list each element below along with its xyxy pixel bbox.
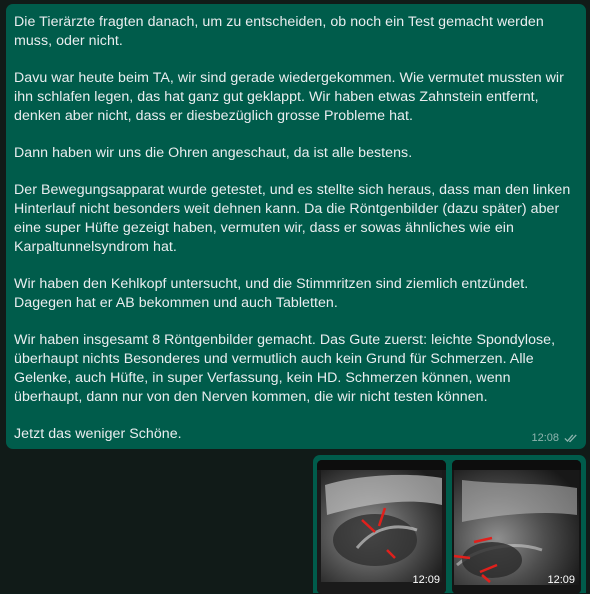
image-meta: [547, 574, 575, 586]
message-paragraph: Die Tierärzte fragten danach, um zu entscheiden, ob noch ein Test gemacht werden muss, oder nicht.: [14, 14, 544, 49]
double-check-icon: [564, 433, 578, 443]
message-paragraph: Der Bewegungsapparat wurde getestet, und es stellte sich heraus, dass man den linken Hinterlauf nicht besonders weit dehnen kann. Da die Röntgenbilder (dazu später) aber eine super Hüfte gezeigt haben, vermuten wir, dass er sowas ähnliches wie ein Karpaltunnelsyndrom hat.: [14, 182, 571, 255]
message-time: 12:08: [531, 432, 559, 444]
message-paragraph: Davu war heute beim TA, wir sind gerade wiedergekommen. Wie vermutet mussten wir ihn schlafen legen, das hat ganz gut geklappt. Wir haben etwas Zahnstein entfernt, denken aber nicht, dass er diesbezüglich grosse Probleme hat.: [14, 70, 564, 124]
double-check-icon: [412, 574, 446, 594]
xray-image-thumbnail[interactable]: [452, 460, 581, 594]
message-paragraph: Jetzt das weniger Schöne.: [14, 426, 182, 442]
image-meta: [412, 574, 440, 586]
image-time: 12:09: [412, 574, 440, 586]
double-check-icon: [547, 574, 581, 594]
message-paragraph: Wir haben insgesamt 8 Röntgenbilder gemacht. Das Gute zuerst: leichte Spondylose, überhaupt nichts Besonderes und vermutlich auch kein Grund für Schmerzen. Alle Gelenke, auch Hüfte, in super Verfassung, kein HD. Schmerzen können, wenn überhaupt, dann nur von den Nerven kommen, die wir nicht testen können.: [14, 332, 556, 405]
message-paragraph: Dann haben wir uns die Ohren angeschaut, da ist alle bestens.: [14, 145, 413, 161]
image-time: 12:09: [547, 574, 575, 586]
outgoing-image-album[interactable]: [313, 455, 586, 593]
outgoing-text-message[interactable]: [6, 4, 586, 449]
message-paragraph: Wir haben den Kehlkopf untersucht, und die Stimmritzen sind ziemlich entzündet. Dagegen hat er AB bekommen und auch Tabletten.: [14, 276, 529, 311]
xray-image-thumbnail[interactable]: [317, 460, 446, 594]
message-meta: [531, 432, 578, 444]
